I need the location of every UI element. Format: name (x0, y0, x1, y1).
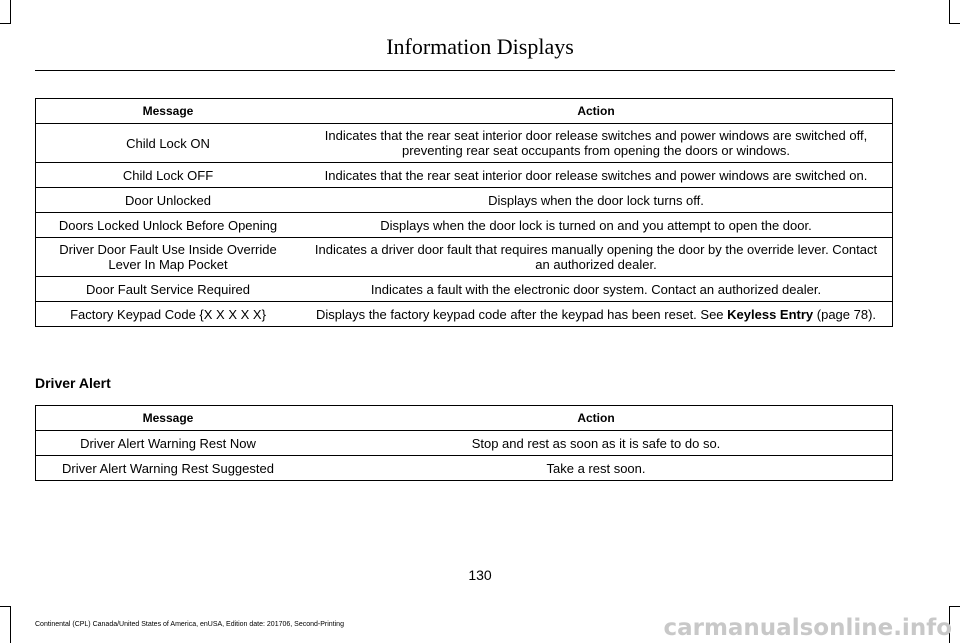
action-cell: Indicates that the rear seat interior door release switches and power windows are switched off, preventing rear seat occupants from opening the doors or windows. (300, 124, 893, 163)
table-row (36, 188, 893, 213)
message-cell: Driver Alert Warning Rest Now (36, 431, 301, 456)
message-cell: Factory Keypad Code {X X X X X} (36, 302, 301, 327)
message-cell: Door Fault Service Required (36, 277, 301, 302)
watermark: carmanualsonline.info (663, 615, 952, 641)
column-header-message: Message (36, 99, 301, 124)
table-row (36, 238, 893, 277)
column-header-action: Action (300, 99, 893, 124)
message-cell: Doors Locked Unlock Before Opening (36, 213, 301, 238)
table-row (36, 124, 893, 163)
edition-footer: Continental (CPL) Canada/United States of America, enUSA, Edition date: 201706, Second-Printing (35, 621, 344, 628)
table-row (36, 431, 893, 456)
action-cell: Displays when the door lock is turned on and you attempt to open the door. (300, 213, 893, 238)
column-header-message: Message (36, 406, 301, 431)
driver-alert-table (35, 405, 893, 481)
table-row (36, 163, 893, 188)
action-text: Displays the factory keypad code after the keypad has been reset. See (315, 306, 728, 322)
table-row (36, 302, 893, 327)
action-cell: Indicates that the rear seat interior door release switches and power windows are switched on. (300, 163, 893, 188)
section-heading: Driver Alert (35, 375, 111, 391)
crop-mark (0, 606, 11, 607)
table-row (36, 277, 893, 302)
page-number: 130 (468, 567, 492, 583)
crop-mark (10, 0, 11, 24)
page-title: Information Displays (386, 34, 574, 59)
crop-mark (0, 23, 11, 24)
action-cell: Indicates a fault with the electronic door system. Contact an authorized dealer. (300, 277, 893, 302)
message-cell: Child Lock ON (36, 124, 301, 163)
table-row (36, 213, 893, 238)
action-cell: Indicates a driver door fault that requires manually opening the door by the override lever. Contact an authorized dealer. (300, 238, 893, 277)
column-header-action: Action (300, 406, 893, 431)
message-cell: Driver Alert Warning Rest Suggested (36, 456, 301, 481)
crop-mark (10, 606, 11, 643)
table-row (36, 456, 893, 481)
message-cell: Door Unlocked (36, 188, 301, 213)
action-cell: Stop and rest as soon as it is safe to do so. (300, 431, 893, 456)
crop-mark (949, 606, 960, 607)
header-rule (35, 70, 895, 71)
message-cell: Driver Door Fault Use Inside Override Lever In Map Pocket (36, 238, 301, 277)
action-text: (page 78). (813, 306, 877, 322)
table-header-row (36, 406, 893, 431)
crop-mark (949, 0, 950, 24)
crop-mark (949, 23, 960, 24)
table-header-row (36, 99, 893, 124)
action-cell: Take a rest soon. (300, 456, 893, 481)
door-messages-table (35, 98, 893, 327)
action-cell (300, 302, 893, 327)
keyless-entry-reference: Keyless Entry (727, 306, 814, 322)
message-cell: Child Lock OFF (36, 163, 301, 188)
action-cell: Displays when the door lock turns off. (300, 188, 893, 213)
